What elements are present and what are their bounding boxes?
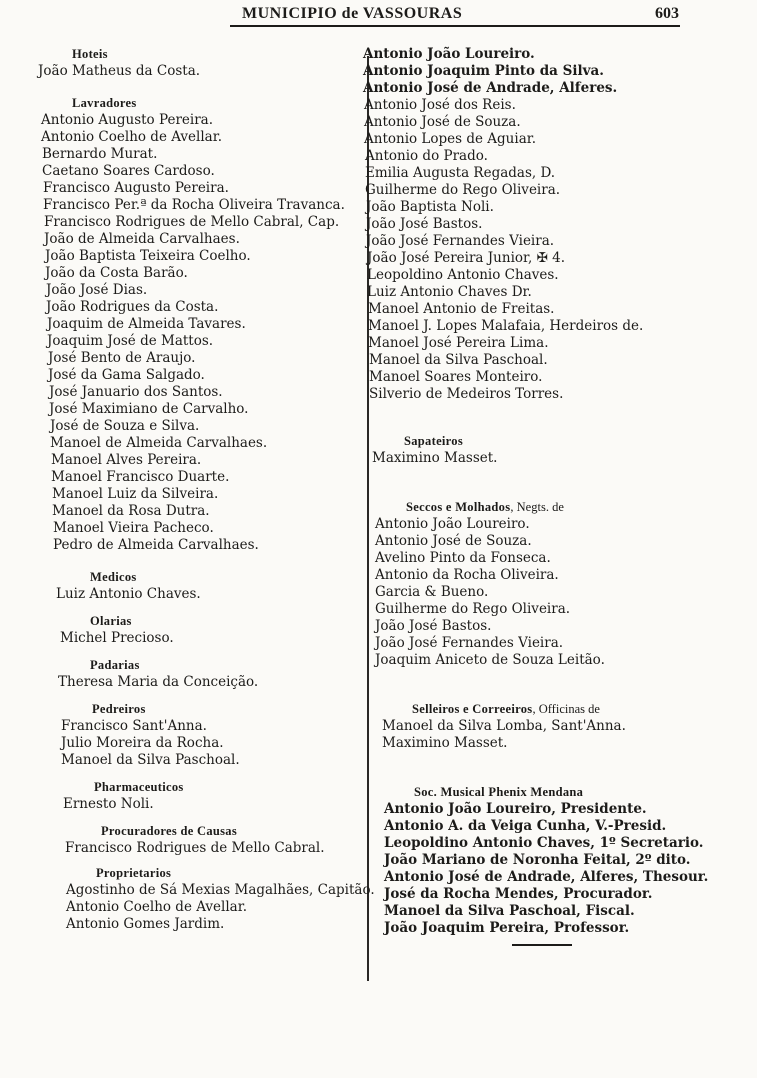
right-column [362,46,707,937]
list-item: João José Fernandes Vieira. [366,233,555,249]
list-item: Michel Precioso. [60,630,174,646]
list-item: Maximino Masset. [382,735,508,751]
list-item: João José Dias. [46,282,148,298]
list-item: Joaquim José de Mattos. [47,333,214,349]
list-item: Maximino Masset. [372,450,498,466]
list-item: Joaquim Aniceto de Souza Leitão. [375,652,605,668]
list-item: José de Souza e Silva. [50,418,200,434]
section-heading-text: Olarias [90,614,132,628]
list-item: Manoel Soares Monteiro. [369,369,543,385]
left-column [38,46,373,933]
list-item: Caetano Soares Cardoso. [42,163,215,179]
list-item: José da Rocha Mendes, Procurador. [384,886,653,902]
list-item: João Joaquim Pereira, Professor. [384,920,630,936]
page-title: MUNICIPIO de VASSOURAS [242,5,463,22]
list-item: Antonio Gomes Jardim. [66,916,225,932]
list-item: Joaquim de Almeida Tavares. [47,316,246,332]
list-item: Luiz Antonio Chaves. [56,586,201,602]
section-heading-text: Seccos e Molhados [406,500,511,514]
list-item: João José Bastos. [375,618,492,634]
section-heading-hoteis [38,46,373,63]
list-item: Manoel José Pereira Lima. [368,335,549,351]
section-heading-text: Pedreiros [92,702,146,716]
section-heading-soc-musical-phenix-mendana [362,784,707,801]
section-heading-olarias [38,613,373,630]
list-item: Manoel Francisco Duarte. [51,469,230,485]
list-item: Silverio de Medeiros Torres. [369,386,564,402]
list-item: João José Bastos. [366,216,483,232]
list-item: Bernardo Murat. [42,146,158,162]
list-item: João Rodrigues da Costa. [46,299,219,315]
list-item: Manoel da Silva Paschoal. [61,752,240,768]
spacer [38,80,373,95]
section-heading-suffix: , Negts. de [510,500,564,514]
list-item: Francisco Sant'Anna. [61,718,207,734]
spacer [38,769,373,779]
list-item: Antonio Lopes de Aguiar. [364,131,537,147]
list-item: José Bento de Araujo. [48,350,196,366]
list-item: Manoel da Silva Paschoal, Fiscal. [384,903,635,919]
section-heading-padarias [38,657,373,674]
header-rule [230,25,680,27]
section-heading-lavradores [38,95,373,112]
list-item: Manoel J. Lopes Malafaia, Herdeiros de. [368,318,644,334]
list-item: Antonio José de Andrade, Alferes. [363,80,618,96]
list-item: José Maximiano de Carvalho. [49,401,249,417]
spacer [362,669,707,701]
list-item: Emilia Augusta Regadas, D. [365,165,556,181]
list-item: Manoel da Rosa Dutra. [52,503,210,519]
spacer [38,603,373,613]
list-item: Guilherme do Rego Oliveira. [375,601,571,617]
spacer [38,691,373,701]
list-item: Antonio José de Andrade, Alferes, Thesour. [384,869,709,885]
list-item: José da Gama Salgado. [48,367,205,383]
section-heading-text: Pharmaceuticos [94,780,184,794]
spacer [362,403,707,433]
list-item: Manoel de Almeida Carvalhaes. [50,435,268,451]
list-item: Avelino Pinto da Fonseca. [375,550,551,566]
list-item: Leopoldino Antonio Chaves, 1º Secretario. [384,835,704,851]
list-item: Antonio João Loureiro, Presidente. [384,801,647,817]
list-item: Antonio do Prado. [365,148,488,164]
spacer [38,857,373,865]
section-heading-text: Lavradores [72,96,137,110]
list-item: Manoel Antonio de Freitas. [368,301,555,317]
spacer [362,467,707,499]
list-item: Francisco Per.ª da Rocha Oliveira Travanca. [43,197,345,213]
page-header [230,3,685,25]
list-item: João da Costa Barão. [45,265,188,281]
list-item: João de Almeida Carvalhaes. [44,231,240,247]
list-item: Antonio Coelho de Avellar. [66,899,247,915]
list-item: José Januario dos Santos. [49,384,223,400]
section-heading-pharmaceuticos [38,779,373,796]
list-item: Pedro de Almeida Carvalhaes. [53,537,259,553]
list-item: Antonio Coelho de Avellar. [41,129,222,145]
list-item: João Baptista Noli. [366,199,494,215]
section-heading-text: Procuradores de Causas [101,824,238,838]
list-item: João Matheus da Costa. [38,63,201,79]
section-heading-seccos-e-molhados [362,499,707,516]
section-heading-text: Selleiros e Correeiros [412,702,533,716]
list-item: Francisco Augusto Pereira. [43,180,229,196]
section-heading-proprietarios [38,865,373,882]
section-heading-text: Soc. Musical Phenix Mendana [414,785,584,799]
page-number: 603 [655,5,679,22]
list-item: Theresa Maria da Conceição. [58,674,259,690]
spacer [38,554,373,569]
list-item: Antonio José dos Reis. [364,97,516,113]
list-item: Manoel da Silva Lomba, Sant'Anna. [382,718,626,734]
spacer [362,752,707,784]
list-item: João José Fernandes Vieira. [375,635,564,651]
list-item: Antonio José de Souza. [364,114,521,130]
list-item: Francisco Rodrigues de Mello Cabral. [65,840,325,856]
section-heading-suffix: , Officinas de [532,702,600,716]
list-item: Francisco Rodrigues de Mello Cabral, Cap. [44,214,340,230]
list-item: Leopoldino Antonio Chaves. [367,267,559,283]
section-heading-text: Padarias [90,658,140,672]
end-rule [512,944,572,946]
list-item: Manoel Alves Pereira. [51,452,202,468]
list-item: Agostinho de Sá Mexias Magalhães, Capitão. [66,882,375,898]
list-item: Ernesto Noli. [63,796,154,812]
list-item: Garcia & Bueno. [375,584,489,600]
list-item: Julio Moreira da Rocha. [61,735,224,751]
list-item: João Baptista Teixeira Coelho. [45,248,251,264]
list-item: Luiz Antonio Chaves Dr. [367,284,532,300]
section-heading-text: Sapateiros [404,434,464,448]
spacer [38,813,373,823]
list-item: Antonio A. da Veiga Cunha, V.-Presid. [384,818,667,834]
section-heading-text: Hoteis [72,47,108,61]
section-heading-medicos [38,569,373,586]
list-item: Antonio José de Souza. [375,533,532,549]
section-heading-pedreiros [38,701,373,718]
section-heading-text: Proprietarios [96,866,172,880]
list-item: Guilherme do Rego Oliveira. [365,182,561,198]
list-item: Manoel Vieira Pacheco. [53,520,214,536]
list-item: João Mariano de Noronha Feital, 2º dito. [384,852,691,868]
list-item: Manoel Luiz da Silveira. [52,486,219,502]
list-item: João José Pereira Junior, ✠ 4. [367,250,566,266]
list-item: Antonio João Loureiro. [375,516,530,532]
section-heading-selleiros-e-correeiros [362,701,707,718]
section-heading-procuradores-de-causas [38,823,373,840]
spacer [38,647,373,657]
list-item: Antonio Augusto Pereira. [41,112,213,128]
section-heading-sapateiros [362,433,707,450]
list-item: Antonio da Rocha Oliveira. [375,567,559,583]
list-item: Antonio Joaquim Pinto da Silva. [363,63,604,79]
list-item: Antonio João Loureiro. [363,46,535,62]
section-heading-text: Medicos [90,570,137,584]
list-item: Manoel da Silva Paschoal. [369,352,548,368]
